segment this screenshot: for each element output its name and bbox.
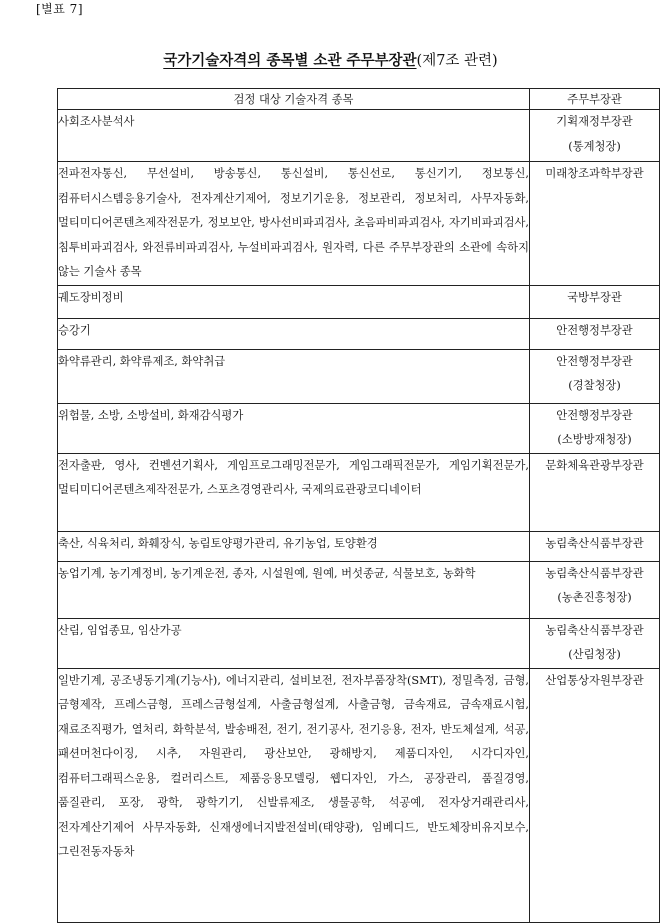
ministry-line: 문화체육관광부장관 — [545, 458, 644, 472]
responsible-ministry — [530, 349, 660, 403]
ministry-line: (소방방재청장) — [557, 433, 632, 446]
qualification-items: 전파전자통신, 무선설비, 방송통신, 통신설비, 통신선로, 통신기기, 정보통신, 컴퓨터시스템응용기술사, 전자계산기제어, 정보기기운용, 정보관리, 정보처리, 사무자동화, 멀티미디어콘텐츠제작전문가, 정보보안, 방사선비파괴검사, 초음파비파괴검사, 자기비파괴검사, 침투비파괴검사, 와전류비파괴검사, 누설비파괴검사, 원자력, 다른 주무부장관의 소관에 속하지 않는 기술사 종목 — [58, 162, 530, 286]
ministry-line: (산림청장) — [568, 648, 621, 661]
qualification-items: 전자출판, 영사, 컨벤션기획사, 게임프로그래밍전문가, 게임그래픽전문가, 게임기획전문가, 멀티미디어콘텐츠제작전문가, 스포츠경영관리사, 국제의료관광코디네이터 — [58, 453, 530, 531]
ministry-line: (통계청장) — [568, 139, 621, 153]
table-row — [58, 453, 660, 531]
ministry-line: (경찰청장) — [568, 379, 621, 392]
ministry-line: 농림축산식품부장관 — [545, 623, 644, 637]
annex-label: [별표 7] — [36, 2, 83, 16]
document-title — [0, 49, 661, 70]
qualification-items: 사회조사분석사 — [58, 110, 530, 162]
qualification-items: 축산, 식육처리, 화훼장식, 농림토양평가관리, 유기농업, 토양환경 — [58, 531, 530, 561]
responsible-ministry — [530, 668, 660, 922]
ministry-line: (농촌진흥청장) — [557, 591, 632, 604]
qualification-items: 농업기계, 농기계정비, 농기계운전, 종자, 시설원예, 원예, 버섯종균, 식물보호, 농화학 — [58, 561, 530, 618]
table-row — [58, 403, 660, 453]
responsible-ministry — [530, 453, 660, 531]
table-row — [58, 285, 660, 318]
responsible-ministry — [530, 403, 660, 453]
table-row — [58, 162, 660, 286]
responsible-ministry — [530, 561, 660, 618]
responsible-ministry — [530, 318, 660, 349]
responsible-ministry — [530, 285, 660, 318]
title-main: 국가기술자격의 종목별 소관 주무부장관 — [163, 52, 417, 69]
ministry-line: 국방부장관 — [567, 290, 622, 304]
table-row — [58, 318, 660, 349]
qualification-items: 위험물, 소방, 소방설비, 화재감식평가 — [58, 403, 530, 453]
ministry-line: 안전행정부장관 — [556, 323, 633, 337]
header-ministry: 주무부장관 — [530, 89, 660, 110]
ministry-line: 농림축산식품부장관 — [545, 566, 644, 580]
header-items: 검정 대상 기술자격 종목 — [58, 89, 530, 110]
ministry-line: 안전행정부장관 — [556, 354, 633, 368]
qualification-items: 화약류관리, 화약류제조, 화약취급 — [58, 349, 530, 403]
qualification-items: 일반기계, 공조냉동기계(기능사), 에너지관리, 설비보전, 전자부품장착(SMT), 정밀측정, 금형, 금형제작, 프레스금형, 프레스금형설계, 사출금형설계, 사출금형, 금속재료, 금속재료시험, 재료조직평가, 열처리, 화학분석, 발송배전, 전기, 전기공사, 전기응용, 전자, 반도체설계, 석공, 패션머천다이징, 시추, 자원관리, 광산보안, 광해방지, 제품디자인, 시각디자인, 컴퓨터그래픽스운용, 컬러리스트, 제품응용모델링, 웹디자인, 가스, 공장관리, 품질경영, 품질관리, 포장, 광학, 광학기기, 신발류제조, 생물공학, 석공예, 전자상거래관리사, 전자계산기제어 사무자동화, 신재생에너지발전설비(태양광), 임베디드, 반도체장비유지보수, 그린전동자동차 — [58, 668, 530, 922]
ministry-line: 산업통상자원부장관 — [545, 673, 644, 687]
qualification-table — [57, 88, 660, 923]
table-row — [58, 110, 660, 162]
qualification-items: 궤도장비정비 — [58, 285, 530, 318]
ministry-line: 기획재정부장관 — [556, 115, 633, 128]
table-row — [58, 349, 660, 403]
qualification-items: 승강기 — [58, 318, 530, 349]
table-row — [58, 668, 660, 922]
ministry-line: 안전행정부장관 — [556, 408, 633, 422]
qualification-items: 산림, 임업종묘, 임산가공 — [58, 618, 530, 668]
responsible-ministry — [530, 110, 660, 162]
title-sub: (제7조 관련) — [416, 53, 498, 69]
responsible-ministry — [530, 618, 660, 668]
table-header-row — [58, 89, 660, 110]
table-row — [58, 531, 660, 561]
ministry-line: 미래창조과학부장관 — [545, 167, 644, 180]
table-row — [58, 618, 660, 668]
table-row — [58, 561, 660, 618]
responsible-ministry — [530, 531, 660, 561]
ministry-line: 농림축산식품부장관 — [545, 536, 644, 550]
responsible-ministry — [530, 162, 660, 286]
